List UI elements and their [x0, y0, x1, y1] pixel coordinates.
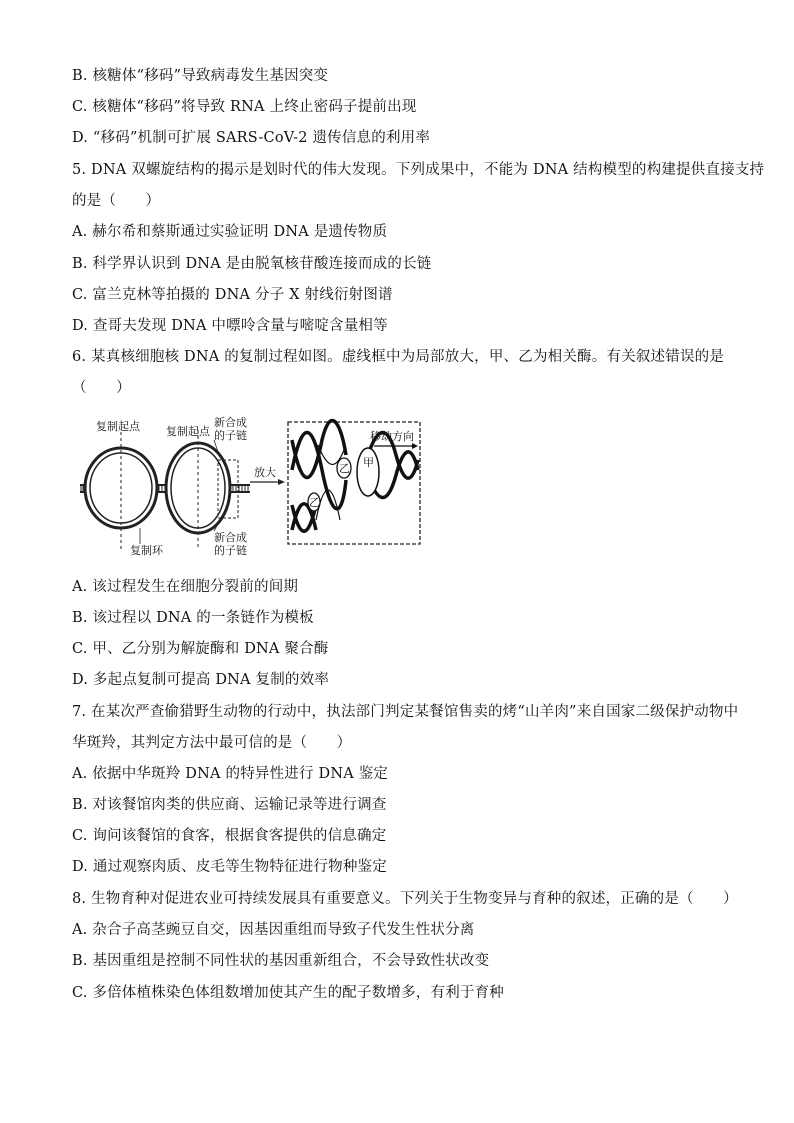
q6-stem-line1: 6. 某真核细胞核 DNA 的复制过程如图。虚线框中为局部放大，甲、乙为相关酶。有关叙述错误的是	[72, 349, 725, 365]
zoom-arrowhead	[278, 479, 285, 485]
label-yi-bottom: 乙	[309, 496, 320, 509]
q6-stem-line2: （ ）	[72, 380, 131, 396]
q5-option-d: D. 查哥夫发现 DNA 中嘌呤含量与嘧啶含量相等	[72, 318, 388, 334]
q5-option-c: C. 富兰克林等拍摄的 DNA 分子 X 射线衍射图谱	[72, 287, 393, 303]
q6-option-c: C. 甲、乙分别为解旋酶和 DNA 聚合酶	[72, 641, 329, 657]
q4-option-d: D. “移码”机制可扩展 SARS-CoV-2 遗传信息的利用率	[72, 130, 431, 146]
label-yi-top: 乙	[339, 462, 350, 475]
q8-option-a: A. 杂合子高茎豌豆自交，因基因重组而导致子代发生性状分离	[72, 922, 475, 938]
q7-option-d: D. 通过观察肉质、皮毛等生物特征进行物种鉴定	[72, 859, 387, 875]
q7-option-b: B. 对该餐馆肉类的供应商、运输记录等进行调查	[72, 797, 387, 813]
q7-stem-line1: 7. 在某次严查偷猎野生动物的行动中，执法部门判定某餐馆售卖的烤“山羊肉”来自国家二级保护动物中	[72, 704, 739, 720]
q4-option-b: B. 核糖体“移码”导致病毒发生基因突变	[72, 68, 329, 84]
q8-option-c: C. 多倍体植株染色体组数增加使其产生的配子数增多，有利于育种	[72, 985, 504, 1001]
q8-stem: 8. 生物育种对促进农业可持续发展具有重要意义。下列关于生物变异与育种的叙述，正确的是（ ）	[72, 891, 738, 907]
q6-option-b: B. 该过程以 DNA 的一条链作为模板	[72, 610, 314, 626]
label-direction: 移动方向	[370, 430, 414, 443]
q4-option-c: C. 核糖体“移码”将导致 RNA 上终止密码子提前出现	[72, 99, 417, 115]
q5-stem-line2: 的是（ ）	[72, 193, 161, 209]
label-origin-right: 复制起点	[166, 425, 210, 438]
label-new-strand-bottom-1: 新合成	[214, 531, 247, 544]
q5-option-a: A. 赫尔希和蔡斯通过实验证明 DNA 是遗传物质	[72, 224, 388, 240]
label-zoom: 放大	[254, 466, 276, 479]
q8-option-b: B. 基因重组是控制不同性状的基因重新组合，不会导致性状改变	[72, 953, 490, 969]
q7-option-a: A. 依据中华斑羚 DNA 的特异性进行 DNA 鉴定	[72, 766, 389, 782]
q6-option-a: A. 该过程发生在细胞分裂前的间期	[72, 579, 299, 595]
parent-dna-right	[230, 485, 250, 492]
direction-arrowhead	[412, 443, 418, 449]
label-origin-left: 复制起点	[96, 420, 140, 433]
label-new-strand-bottom-2: 的子链	[214, 544, 247, 557]
q6-option-d: D. 多起点复制可提高 DNA 复制的效率	[72, 672, 330, 688]
dna-replication-diagram	[78, 410, 428, 565]
q5-stem-line1: 5. DNA 双螺旋结构的揭示是划时代的伟大发现。下列成果中，不能为 DNA 结构模型的构建提供直接支持	[72, 162, 765, 178]
q7-option-c: C. 询问该餐馆的食客，根据食客提供的信息确定	[72, 828, 387, 844]
dna-replication-figure	[78, 410, 428, 565]
q7-stem-line2: 华斑羚，其判定方法中最可信的是（ ）	[72, 735, 352, 751]
label-new-strand-top-2: 的子链	[214, 429, 247, 442]
label-bubble: 复制环	[130, 544, 163, 557]
q5-option-b: B. 科学界认识到 DNA 是由脱氧核苷酸连接而成的长链	[72, 256, 432, 272]
label-new-strand-top-1: 新合成	[214, 416, 247, 429]
label-jia: 甲	[363, 456, 374, 469]
